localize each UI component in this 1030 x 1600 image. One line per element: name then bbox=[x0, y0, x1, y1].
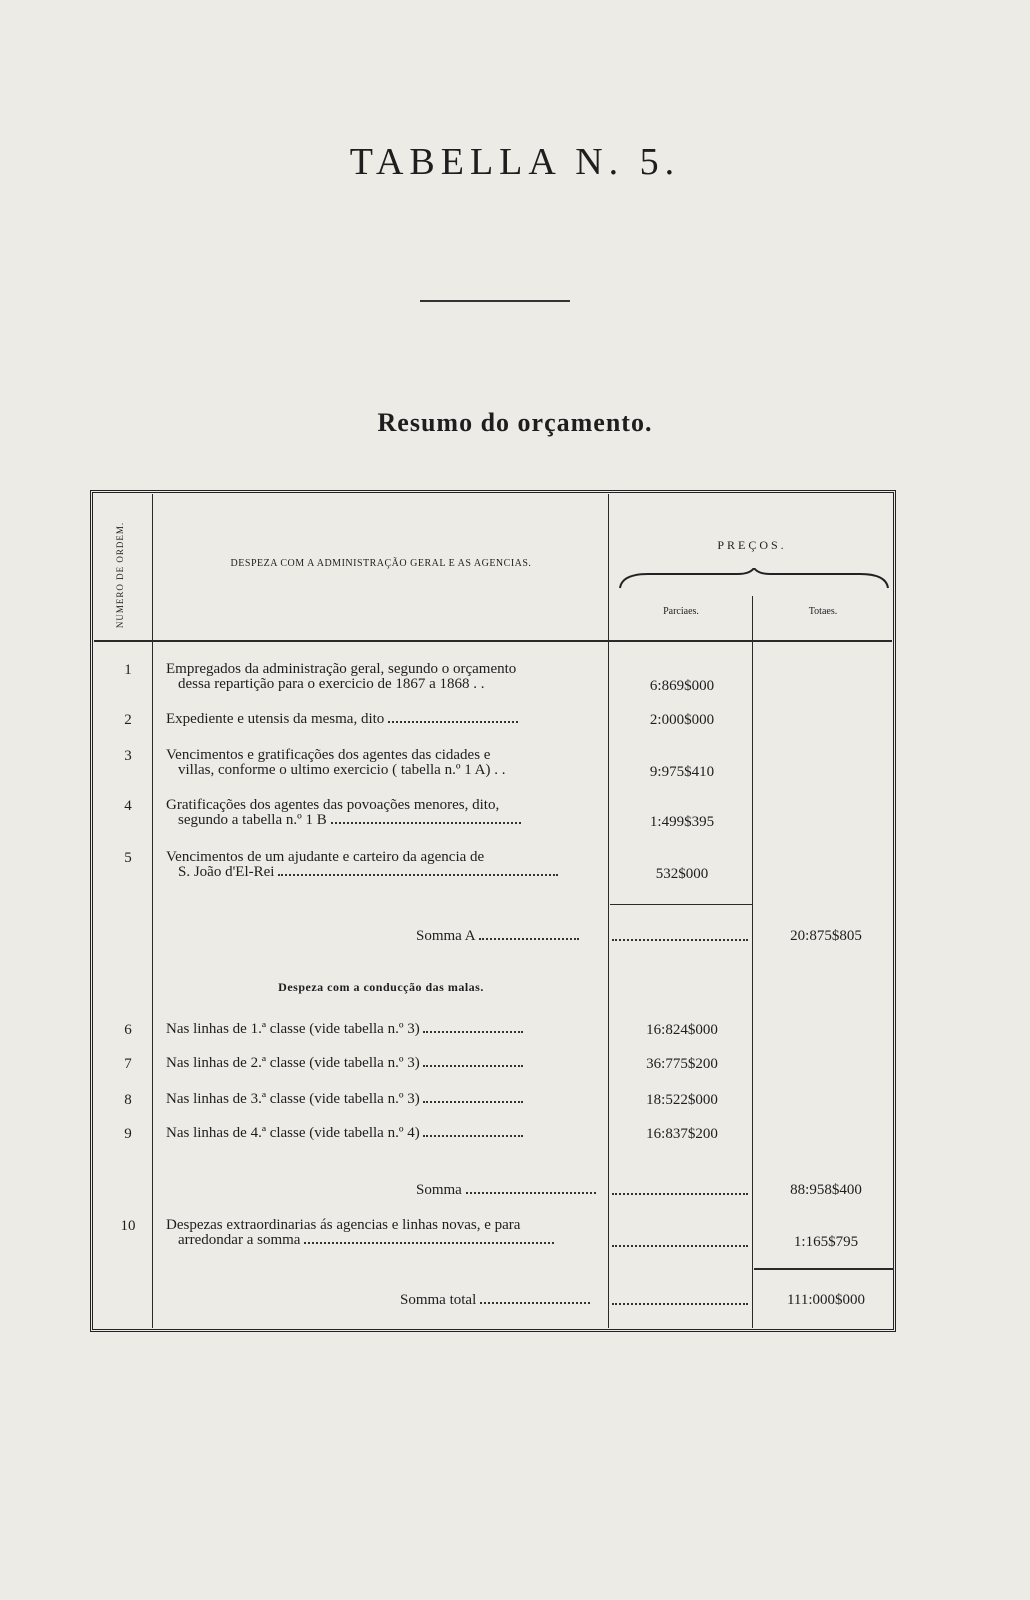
row-line2-text: S. João d'El-Rei bbox=[178, 864, 275, 880]
row-parcial: 16:824$000 bbox=[646, 1022, 718, 1038]
row-line2 bbox=[166, 813, 606, 828]
dot-leader bbox=[612, 1237, 748, 1247]
dot-leader bbox=[423, 1023, 523, 1033]
row-line1: Nas linhas de 3.ª classe (vide tabella n.º 3) bbox=[166, 1091, 420, 1107]
row-parcial: 36:775$200 bbox=[646, 1056, 718, 1072]
row-description bbox=[166, 1022, 606, 1037]
header-numero-label: NUMERO DE ORDEM. bbox=[115, 521, 126, 629]
row-line2-text: arredondar a somma bbox=[178, 1232, 301, 1248]
row-number: 8 bbox=[124, 1092, 132, 1108]
somma-a-text: Somma A bbox=[416, 928, 475, 944]
row-description bbox=[166, 850, 606, 880]
somma-b-total: 88:958$400 bbox=[790, 1182, 862, 1198]
row-description bbox=[166, 1056, 606, 1071]
row-number: 6 bbox=[124, 1022, 132, 1038]
row-parcial: 532$000 bbox=[655, 866, 709, 882]
dot-leader bbox=[423, 1093, 523, 1103]
row-line2 bbox=[166, 1233, 606, 1248]
row-number: 7 bbox=[124, 1056, 132, 1072]
row-description bbox=[166, 1218, 606, 1248]
header-despeza: DESPEZA COM A ADMINISTRAÇÃO GERAL E AS AGENCIAS. bbox=[230, 558, 532, 569]
column-divider bbox=[752, 596, 753, 1328]
row-parcial: 18:522$000 bbox=[646, 1092, 718, 1108]
row-line1: Vencimentos de um ajudante e carteiro da agencia de bbox=[166, 849, 485, 865]
row-line1: Nas linhas de 2.ª classe (vide tabella n.º 3) bbox=[166, 1055, 420, 1071]
row-line1: Nas linhas de 4.ª classe (vide tabella n.º 4) bbox=[166, 1125, 420, 1141]
row-parcial: 9:975$410 bbox=[649, 764, 715, 780]
somma-a-total: 20:875$805 bbox=[790, 928, 862, 944]
row-description bbox=[166, 1092, 606, 1107]
dot-leader-row bbox=[612, 1234, 748, 1252]
dot-leader bbox=[612, 1295, 748, 1305]
somma-a-label bbox=[416, 928, 579, 945]
row-number: 3 bbox=[124, 748, 132, 764]
row-line1: Gratificações dos agentes das povoações menores, dito, bbox=[166, 797, 500, 813]
row-description bbox=[166, 1126, 606, 1141]
row-parcial: 2:000$000 bbox=[649, 712, 715, 728]
row-number: 1 bbox=[124, 662, 132, 678]
header-parciaes: Parciaes. bbox=[663, 606, 699, 617]
row-parcial: 1:499$395 bbox=[649, 814, 715, 830]
somma-total-text: Somma total bbox=[400, 1292, 477, 1308]
dot-leader bbox=[388, 713, 518, 723]
total-rule bbox=[754, 1268, 894, 1270]
row-line2 bbox=[166, 865, 606, 880]
dot-leader-row bbox=[612, 1292, 748, 1310]
page-title: TABELLA N. 5. bbox=[349, 141, 681, 183]
row-line1: Despezas extraordinarias ás agencias e linhas novas, e para bbox=[166, 1217, 521, 1233]
dot-leader-row bbox=[612, 1182, 748, 1200]
brace-icon bbox=[618, 568, 890, 590]
dot-leader-row bbox=[612, 928, 748, 946]
dot-leader bbox=[612, 931, 748, 941]
row-line1: Expediente e utensis da mesma, dito bbox=[166, 711, 385, 727]
row-description bbox=[166, 798, 606, 828]
dot-leader bbox=[466, 1184, 596, 1194]
row-parcial: 16:837$200 bbox=[646, 1126, 718, 1142]
row-line1: Vencimentos e gratificações dos agentes das cidades e bbox=[166, 747, 491, 763]
row-line1: Empregados da administração geral, segundo o orçamento bbox=[166, 661, 517, 677]
row-line1: Nas linhas de 1.ª classe (vide tabella n.º 3) bbox=[166, 1021, 420, 1037]
page-subtitle: Resumo do orçamento. bbox=[377, 408, 653, 437]
dot-leader bbox=[304, 1234, 554, 1244]
subtotal-rule bbox=[610, 904, 752, 905]
row-parcial: 6:869$000 bbox=[649, 678, 715, 694]
row-number: 4 bbox=[124, 798, 132, 814]
column-divider bbox=[152, 494, 153, 1328]
title-divider bbox=[420, 300, 570, 302]
somma-b-label bbox=[416, 1182, 596, 1199]
row-line2-text: segundo a tabella n.º 1 B bbox=[178, 812, 327, 828]
dot-leader bbox=[612, 1185, 748, 1195]
row-number: 9 bbox=[124, 1126, 132, 1142]
section-heading: Despeza com a conducção das malas. bbox=[278, 980, 484, 994]
column-divider bbox=[608, 494, 609, 1328]
dot-leader bbox=[331, 814, 521, 824]
row-line2: dessa repartição para o exercicio de 1867 a 1868 . . bbox=[178, 676, 485, 692]
row-description bbox=[166, 748, 606, 778]
header-rule bbox=[94, 640, 892, 642]
header-numero bbox=[100, 510, 140, 640]
row-number: 2 bbox=[124, 712, 132, 728]
dot-leader bbox=[480, 1294, 590, 1304]
row-number: 10 bbox=[120, 1218, 136, 1234]
row-number: 5 bbox=[124, 850, 132, 866]
somma-b-text: Somma bbox=[416, 1182, 462, 1198]
dot-leader bbox=[479, 930, 579, 940]
row-description bbox=[166, 712, 606, 727]
row-description bbox=[166, 662, 606, 692]
row-line2: villas, conforme o ultimo exercicio ( tabella n.º 1 A) . . bbox=[178, 762, 506, 778]
dot-leader bbox=[423, 1127, 523, 1137]
dot-leader bbox=[423, 1057, 523, 1067]
dot-leader bbox=[278, 866, 558, 876]
somma-total-label bbox=[400, 1292, 590, 1309]
header-totaes: Totaes. bbox=[808, 606, 838, 617]
header-precos: PREÇOS. bbox=[717, 538, 787, 552]
row10-total: 1:165$795 bbox=[793, 1234, 859, 1250]
somma-total-value: 111:000$000 bbox=[786, 1292, 866, 1308]
